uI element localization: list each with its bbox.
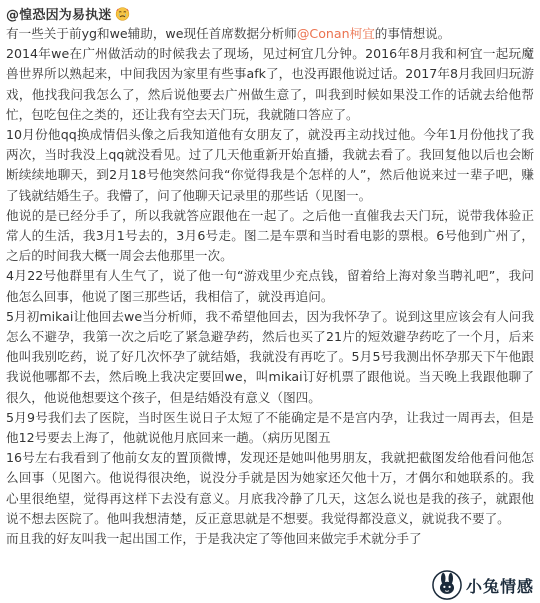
mention-link[interactable]: @Conan柯宜 [296,26,375,41]
username[interactable]: @惶恐因为易执迷 [6,7,112,23]
intro-text: 有一些关于前yg和we辅助，we现任首席数据分析师 [6,26,297,41]
rabbit-logo-icon [432,570,462,600]
post-body [6,24,534,549]
watermark-text: 小兔情感 [465,576,534,596]
paragraph: 5月初mikai让他回去we当分析师，我不希望他回去，因为我怀孕了。说到这里应该会有人问我怎么不避孕，我第一次之后吃了紧急避孕药，然后也买了21片的短效避孕药吃了一个月，后来他叫我别吃药，说了好几次怀孕了就结婚，我就没有再吃了。5月5号我测出怀孕那天下午他跟我说他哪都不去，然后晚上我决定要回we，叫mikai订好机票了跟他说。当天晚上我跟他聊了很久，他说他想要这个孩子，但是结婚没有意义（图四。 [6,308,534,405]
intro-text-end: 的事情想说。 [374,26,451,41]
crying-face-emoji-icon [115,6,130,21]
paragraph: 10月份他qq换成情侣头像之后我知道他有女朋友了，就没再主动找过他。今年1月份他找了我两次，当时我没上qq就没看见。过了几天他重新开始直播，我就去看了。我回复他以后也会断断续续地聊天，到2月18号他突然问我“你觉得我是个怎样的人”，然后他说来过一辈子吧，赚了钱就结婚生子。我懵了，问了他聊天记录里的那些话（见图一。 [6,127,534,203]
watermark [410,567,540,603]
paragraph-intro [6,24,534,44]
paragraph: 而且我的好友叫我一起出国工作，于是我决定了等他回来做完手术就分手了 [6,531,422,547]
paragraph: 4月22号他群里有人生气了，说了他一句“游戏里少充点钱，留着给上海对象当聘礼吧”，我问他怎么回事，他说了图三那些话，我相信了，就没再追问。 [6,268,534,304]
paragraph: 16号左右我看到了他前女友的置顶微博，发现还是她叫他男朋友，我就把截图发给他看问他怎么回事（见图六。他说得很决绝，说没分手就是因为她家还欠他十万，才偶尔和她联系的。我心里很绝望，觉得再这样下去没有意义。月底我冷静了几天，这怎么说也是我的孩子，就跟他说不想去医院了。他叫我想清楚，反正意思就是不想要。我觉得都没意义，就说我不要了。 [6,450,534,526]
post-header [6,2,534,24]
watermark-fade [350,567,410,603]
paragraph: 他说的是已经分手了，所以我就答应跟他在一起了。之后他一直催我去天门玩，说带我体验正常人的生活，我3月1号去的，3月6号走。图二是车票和当时看电影的票根。6号他到广州了，之后的时间我大概一周会去他那里一次。 [6,207,534,264]
paragraph: 2014年we在广州做活动的时候我去了现场，见过柯宜几分钟。2016年8月我和柯宜一起玩魔兽世界所以熟起来，中间我因为家里有些事afk了，也没再跟他说过话。2017年8月我回归玩游戏，他找我问我怎么了，然后说他要去广州做生意了，叫我到时候如果没工作的话就去给他帮忙，包吃包住之类的，还让我有空去天门玩，我就随口答应了。 [6,46,534,122]
paragraph: 5月9号我们去了医院，当时医生说日子太短了不能确定是不是宫内孕，让我过一周再去，但是他12号要去上海了，他就说他月底回来一趟。（病历见图五 [6,409,534,446]
